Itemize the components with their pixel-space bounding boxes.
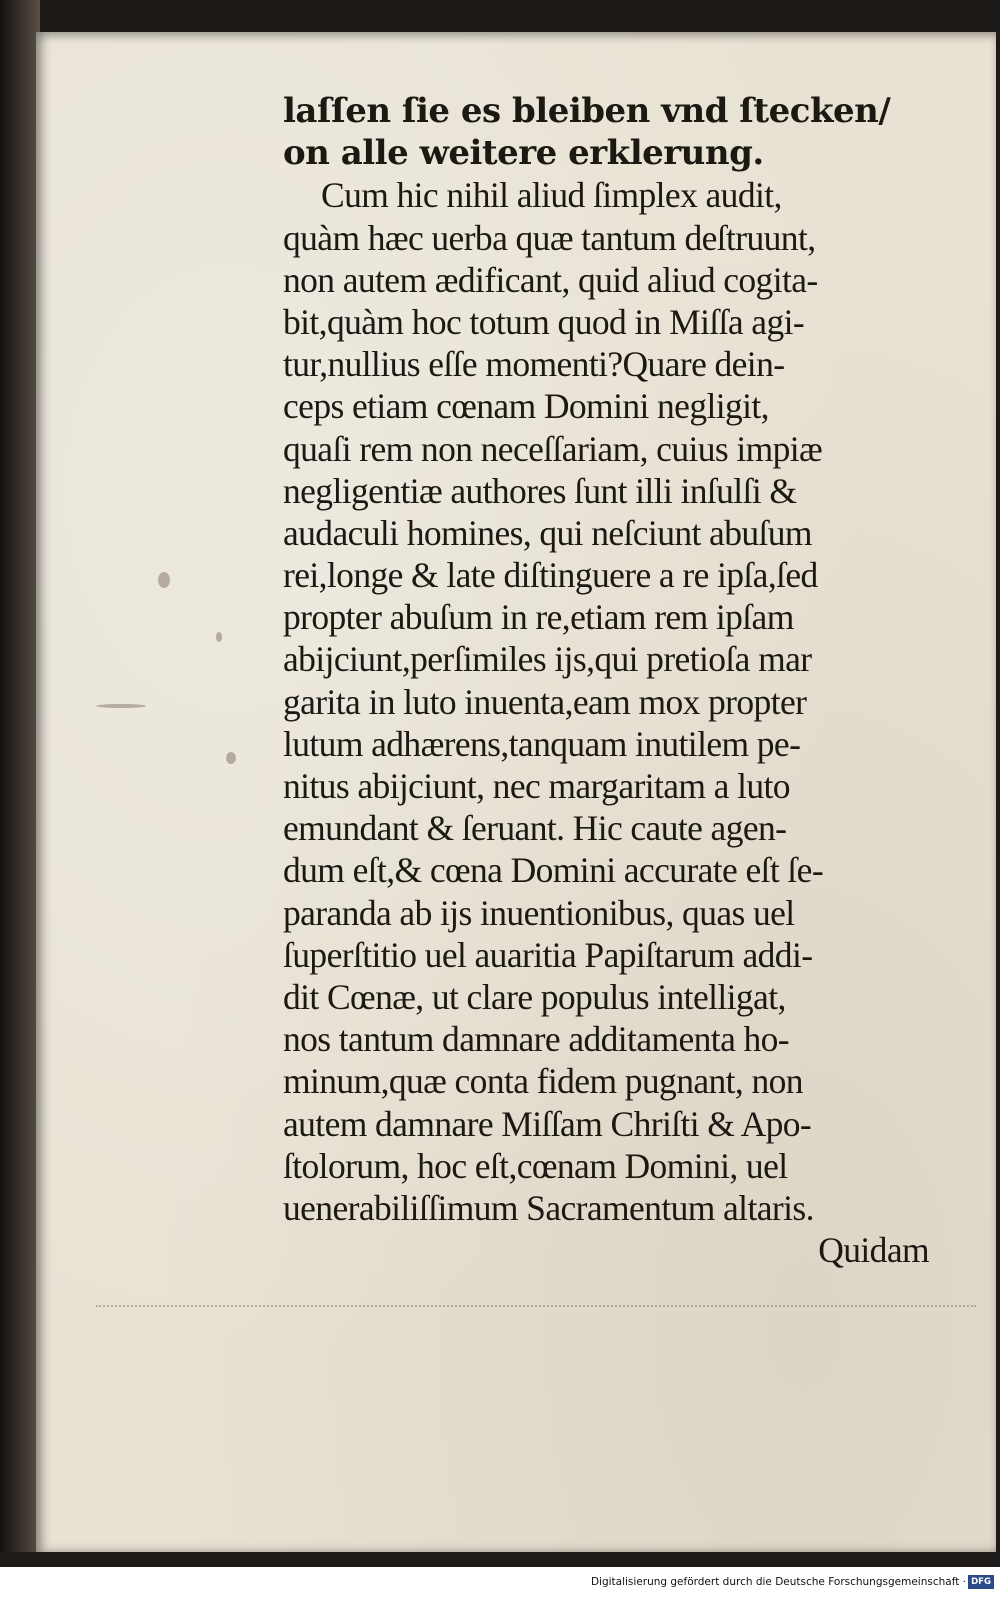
text-line: abijciunt,perſimiles ijs,qui pretioſa mar [283, 639, 812, 680]
digitization-footer [0, 1567, 1000, 1599]
text-line: minum,quæ conta fidem pugnant, non [283, 1061, 803, 1102]
text-line: tur,nullius eſſe momenti?Quare dein- [283, 344, 785, 385]
text-line: quàm hæc uerba quæ tantum deſtruunt, [283, 217, 816, 258]
text-line: quaſi rem non neceſſariam, cuius impiæ [283, 428, 823, 469]
text-line: ſtolorum, hoc eſt,cœnam Domini, uel [283, 1145, 788, 1186]
page-stain [158, 572, 170, 588]
bottom-shadow-band [0, 1552, 1000, 1567]
page-fold-line [96, 1305, 976, 1307]
text-line: negligentiæ authores ſunt illi inſulſi & [283, 470, 797, 511]
text-line: propter abuſum in re,etiam rem ipſam [283, 597, 794, 638]
text-line: rei,longe & late diſtinguere a re ipſa,ſed [283, 555, 818, 596]
text-line: audaculi homines, qui neſciunt abuſum [283, 512, 812, 553]
page-stain [216, 632, 222, 642]
page-stain [226, 752, 236, 764]
text-line: ſuperſtitio uel auaritia Papiſtarum addi- [283, 934, 813, 975]
text-line: nos tantum damnare additamenta ho- [283, 1019, 790, 1060]
text-line-gothic: on alle weitere erklerung. [283, 133, 764, 174]
dfg-logo[interactable]: DFG [968, 1575, 994, 1589]
page-stain [96, 704, 146, 708]
catchword: Quidam [818, 1230, 929, 1271]
text-line: autem damnare Miſſam Chriſti & Apo- [283, 1103, 812, 1144]
text-line: lutum adhærens,tanquam inutilem pe- [283, 723, 801, 764]
page-text [283, 90, 943, 1271]
book-spine [0, 0, 40, 1567]
text-line: dit Cœnæ, ut clare populus intelligat, [283, 976, 786, 1017]
text-line: dum eſt,& cœna Domini accurate eſt ſe- [283, 850, 824, 891]
text-line: bit,quàm hoc totum quod in Miſſa agi- [283, 301, 805, 342]
text-line: nitus abijciunt, nec margaritam a luto [283, 766, 790, 806]
text-line-gothic: laſſen ſie es bleiben vnd ſtecken/ [283, 91, 891, 131]
text-line: paranda ab ijs inuentionibus, quas uel [283, 892, 795, 933]
text-line: ceps etiam cœnam Domini negligit, [283, 386, 769, 427]
text-line: emundant & ſeruant. Hic caute agen- [283, 808, 787, 849]
text-line: uenerabiliſſimum Sacramentum altaris. [283, 1187, 814, 1228]
text-line: Cum hic nihil aliud ſimplex audit, [321, 175, 782, 216]
text-line: non autem ædificant, quid aliud cogita- [283, 259, 818, 300]
text-line: garita in luto inuenta,eam mox propter [283, 681, 807, 722]
top-shadow-band [0, 0, 1000, 34]
funding-credit: Digitalisierung gefördert durch die Deutsche Forschungsgemeinschaft · [590, 1576, 966, 1588]
